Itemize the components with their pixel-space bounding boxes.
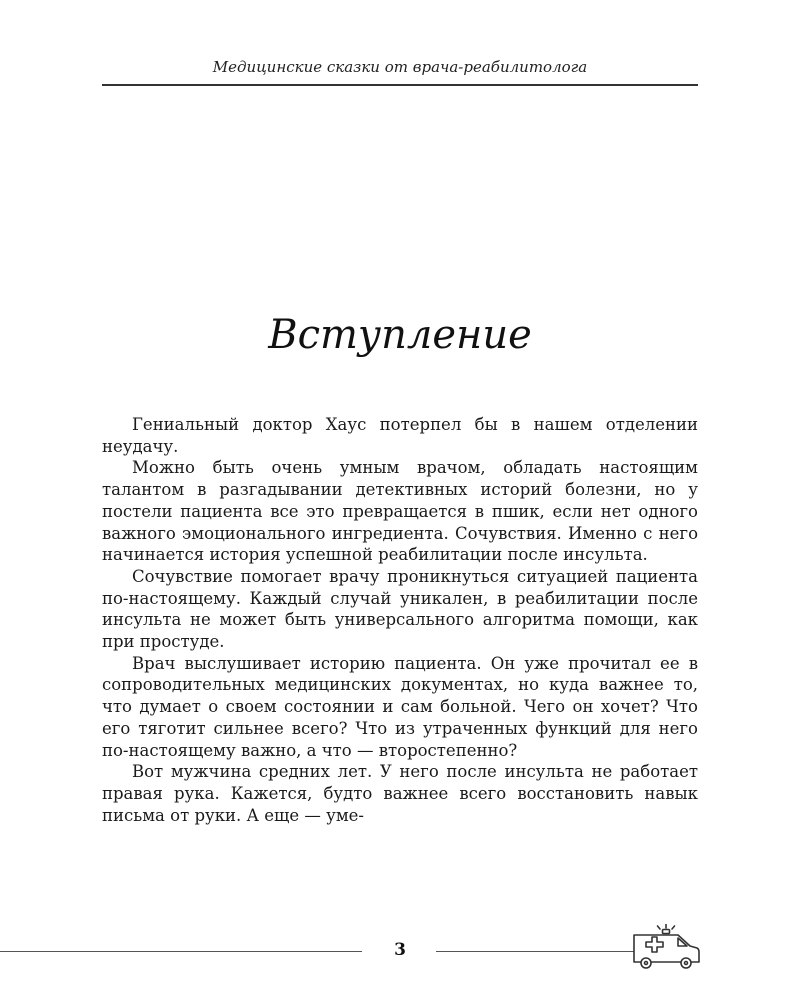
page-number: 3: [394, 940, 406, 960]
footer-rule-right: [436, 951, 634, 952]
paragraph: Врач выслушивает историю пациента. Он уже прочитал ее в сопроводительных медицинских документах, но куда важнее то, что думает о своем состоянии и сам больной. Чего он хочет? Что его тяготит сильнее всего? Что из утраченных функций для него по-настоящему важно, а что — второстепенно?: [102, 653, 698, 760]
header-rule: [102, 84, 698, 86]
paragraph: Можно быть очень умным врачом, обладать настоящим талантом в разгадывании детективных историй болезни, но у постели пациента все это превращается в пшик, если нет одного важного эмоционального ингредиента. Сочувствия. Именно с него начинается история успешной реабилитации после инсульта.: [102, 458, 698, 565]
paragraph: Вот мужчина средних лет. У него после инсульта не работает правая рука. Кажется, будто важнее всего восстановить навык письма от руки. А еще — уме-: [102, 762, 698, 825]
paragraph: Гениальный доктор Хаус потерпел бы в нашем отделении неудачу.: [102, 415, 698, 456]
ambulance-icon: [630, 924, 702, 972]
running-header: Медицинские сказки от врача-реабилитолога: [212, 58, 588, 76]
paragraph: Сочувствие помогает врачу проникнуться ситуацией пациента по-настоящему. Каждый случай уникален, в реабилитации после инсульта не может быть универсального алгоритма помощи, как при простуде.: [102, 566, 698, 652]
body-text: [102, 414, 698, 914]
footer-rule-left: [0, 951, 362, 952]
chapter-title: Вступление: [268, 312, 532, 358]
